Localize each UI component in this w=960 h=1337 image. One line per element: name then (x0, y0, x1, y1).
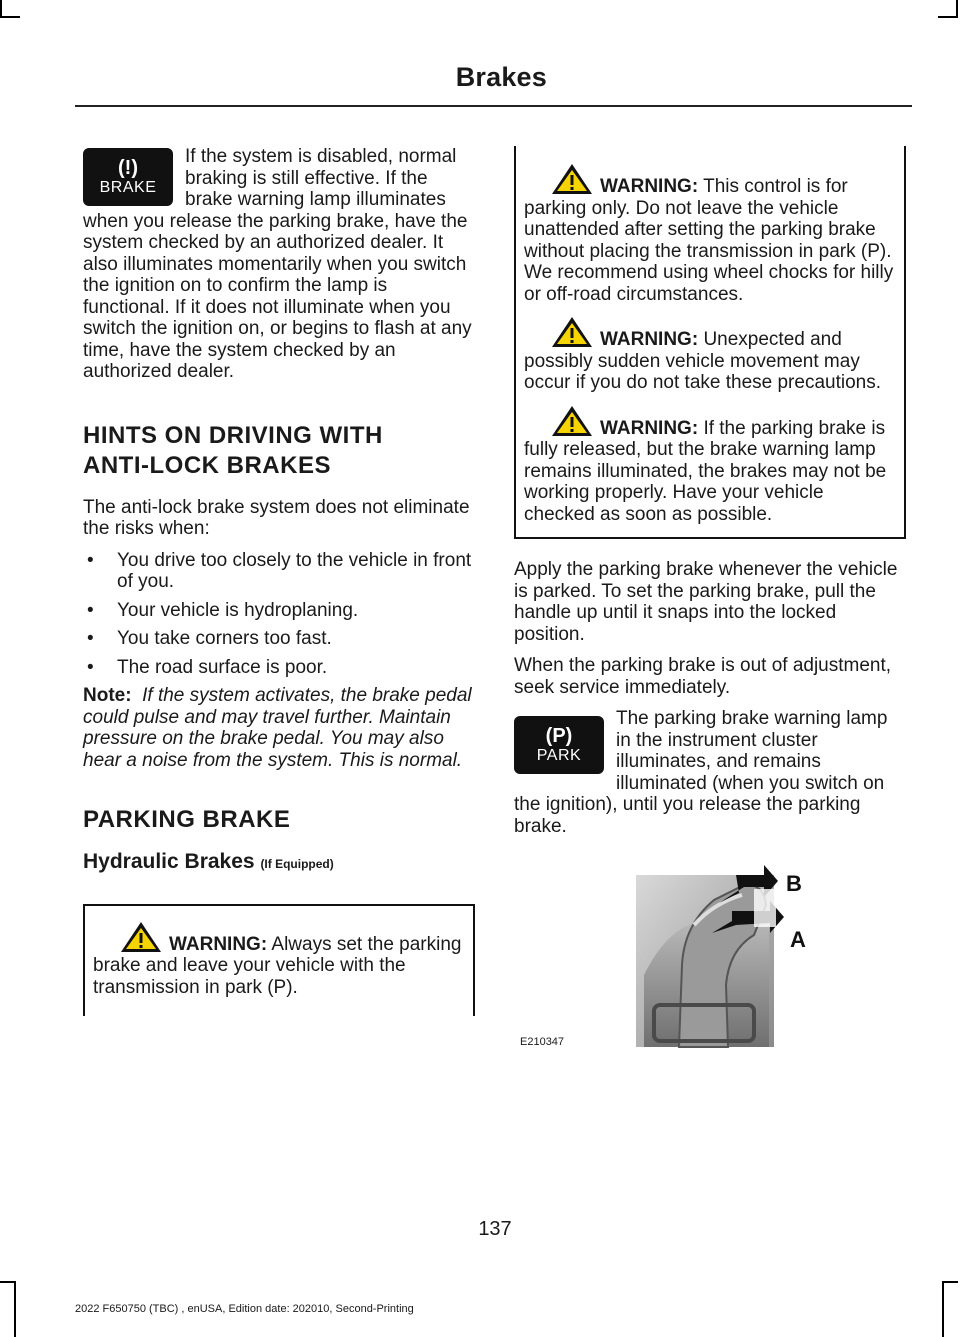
figure-label-b: B (786, 871, 802, 896)
warning (524, 404, 896, 526)
park-lamp-paragraph: The parking brake warning lamp in the instrument cluster illuminates, and remains illuminated (when you switch on the ignition), until you release the parking brake. (514, 708, 888, 837)
sub-heading-text: Hydraulic Brakes (83, 850, 255, 873)
brake-warning-lamp-icon (83, 148, 173, 206)
list-item: • The road surface is poor. (83, 657, 475, 679)
warning-triangle-icon (550, 162, 594, 196)
section-heading-abs-line1: HINTS ON DRIVING WITH (83, 421, 383, 449)
parking-brake-handle-illustration (514, 855, 904, 1055)
header-rule (75, 105, 912, 107)
warning-label: WARNING: (600, 176, 699, 197)
crop-mark (942, 1281, 958, 1283)
warning-triangle-icon (550, 404, 594, 438)
park-warning-lamp-icon (514, 716, 604, 774)
list-item: • Your vehicle is hydroplaning. (83, 600, 475, 622)
crop-mark (14, 1281, 16, 1337)
section-heading-abs (83, 421, 475, 481)
crop-mark (0, 1281, 16, 1283)
warning-box (514, 146, 906, 539)
warning (524, 162, 896, 305)
brake-lamp-text: BRAKE (99, 179, 157, 196)
right-column (514, 146, 906, 1055)
crop-mark (942, 1281, 944, 1337)
sub-heading-hydraulic-brakes (83, 851, 475, 876)
note (83, 685, 475, 771)
warning-triangle-icon (550, 315, 594, 349)
abs-risk-list (83, 550, 475, 679)
crop-mark (0, 16, 20, 18)
figure-label-a: A (790, 927, 806, 952)
warning-text: If the parking brake is fully released, but the brake warning lamp remains illuminated, the brakes may not be working properly. Have your vehicle checked as soon as possible. (524, 417, 887, 525)
park-lamp-symbol: (P) (545, 725, 573, 747)
note-text: If the system activates, the brake pedal could pulse and may travel further. Maintain pressure on the brake pedal. You may also hear a noise from the system. This is normal. (83, 685, 472, 771)
page-number: 137 (478, 1218, 512, 1240)
edition-info: 2022 F650750 (TBC) , enUSA, Edition date: 202010, Second-Printing (75, 1303, 414, 1315)
warning-text: Always set the parking brake and leave your vehicle with the transmission in park (P). (93, 933, 462, 998)
abs-intro: The anti-lock brake system does not eliminate the risks when: (83, 496, 470, 539)
list-item: • You drive too closely to the vehicle in front of you. (83, 550, 475, 593)
warning-text: This control is for parking only. Do not leave the vehicle unattended after setting the parking brake without placing the transmission in park (P). We recommend using wheel chocks for hilly or off-road circumstances. (524, 176, 894, 305)
parking-brake-adjustment-paragraph: When the parking brake is out of adjustment, seek service immediately. (514, 655, 892, 698)
warning-label: WARNING: (169, 933, 268, 955)
section-heading-parking-brake: PARKING BRAKE (83, 806, 291, 833)
section-heading-abs-line2: ANTI-LOCK BRAKES (83, 451, 331, 479)
warning (524, 315, 896, 394)
warning-triangle-icon (119, 920, 163, 954)
list-item: • You take corners too fast. (83, 628, 475, 650)
warning-box (83, 904, 475, 1017)
page-title: Brakes (455, 62, 547, 92)
sub-heading-qualifier: (If Equipped) (260, 857, 334, 871)
warning-label: WARNING: (600, 417, 699, 439)
warning-text: Unexpected and possibly sudden vehicle movement may occur if you do not take these precautions. (524, 329, 881, 393)
warning-label: WARNING: (600, 329, 699, 350)
parking-brake-figure (514, 855, 904, 1055)
figure-caption: E210347 (520, 1035, 565, 1048)
park-lamp-text: PARK (536, 747, 582, 764)
left-column (83, 146, 475, 1016)
parking-brake-apply-paragraph: Apply the parking brake whenever the vehicle is parked. To set the parking brake, pull the handle up until it snaps into the locked position. (514, 559, 898, 645)
crop-mark (938, 16, 958, 18)
note-label: Note: (83, 685, 132, 706)
warning (93, 920, 465, 999)
brake-lamp-paragraph: If the system is disabled, normal braking is still effective. If the brake warning lamp illuminates when you release the parking brake, have the system checked by an authorized dealer. It also illuminates momentarily when you switch the ignition on to confirm the lamp is functional. If it does not illuminate when you switch the ignition on, or begins to flash at any time, have the system checked by an authorized dealer. (83, 146, 472, 382)
brake-lamp-symbol: (!) (118, 157, 138, 179)
